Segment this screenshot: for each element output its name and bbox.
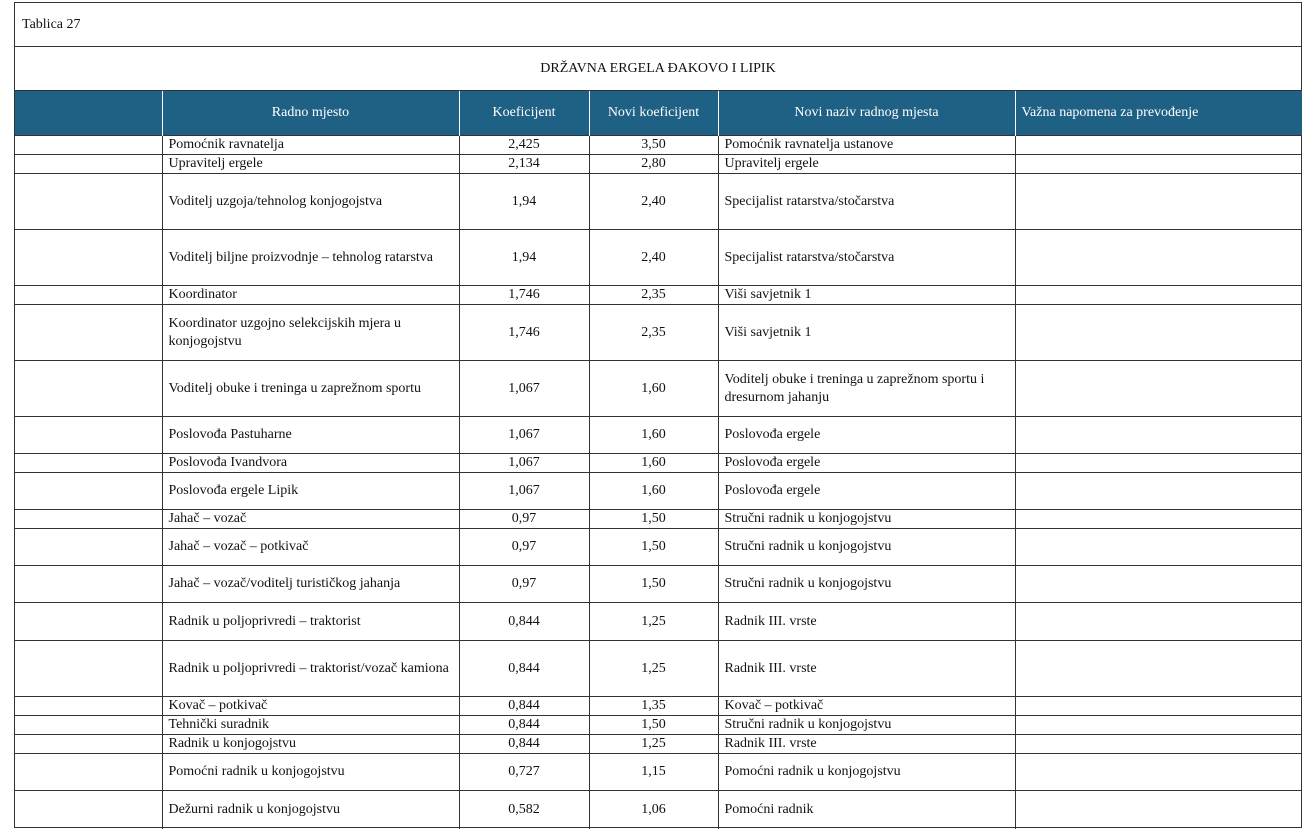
column-header-radno-mjesto: Radno mjesto [162, 91, 459, 136]
novi-koeficijent-cell: 1,60 [589, 361, 718, 417]
row-blank-cell [15, 454, 162, 473]
koeficijent-cell: 0,97 [459, 566, 589, 603]
row-blank-cell [15, 510, 162, 529]
table-row [15, 735, 1302, 754]
row-blank-cell [15, 417, 162, 454]
table-row [15, 641, 1302, 697]
napomena-cell [1015, 136, 1302, 155]
novi-koeficijent-cell: 3,50 [589, 136, 718, 155]
row-blank-cell [15, 361, 162, 417]
column-header-napomena: Važna napomena za prevođenje [1015, 91, 1302, 136]
row-blank-cell [15, 136, 162, 155]
koeficijent-cell: 0,844 [459, 735, 589, 754]
radno-mjesto-cell: Jahač – vozač/voditelj turističkog jahanja [162, 566, 459, 603]
row-blank-cell [15, 529, 162, 566]
napomena-cell [1015, 174, 1302, 230]
koeficijent-cell: 1,94 [459, 230, 589, 286]
table-row [15, 417, 1302, 454]
radno-mjesto-cell: Voditelj biljne proizvodnje – tehnolog ratarstva [162, 230, 459, 286]
novi-koeficijent-cell: 1,50 [589, 566, 718, 603]
table-row [15, 697, 1302, 716]
napomena-cell [1015, 697, 1302, 716]
row-blank-cell [15, 473, 162, 510]
table-row [15, 136, 1302, 155]
novi-naziv-cell: Poslovođa ergele [718, 473, 1015, 510]
radno-mjesto-cell: Pomoćni radnik u konjogojstvu [162, 754, 459, 791]
novi-koeficijent-cell: 1,60 [589, 454, 718, 473]
table-row [15, 305, 1302, 361]
table-row [15, 473, 1302, 510]
napomena-cell [1015, 361, 1302, 417]
napomena-cell [1015, 305, 1302, 361]
koeficijent-cell: 0,582 [459, 791, 589, 829]
row-blank-cell [15, 286, 162, 305]
koeficijent-cell: 0,844 [459, 716, 589, 735]
radno-mjesto-cell: Koordinator uzgojno selekcijskih mjera u konjogojstvu [162, 305, 459, 361]
table-row [15, 174, 1302, 230]
novi-naziv-cell: Upravitelj ergele [718, 155, 1015, 174]
novi-koeficijent-cell: 1,50 [589, 716, 718, 735]
koeficijent-cell: 1,067 [459, 361, 589, 417]
novi-naziv-cell: Viši savjetnik 1 [718, 286, 1015, 305]
radno-mjesto-cell: Koordinator [162, 286, 459, 305]
column-header-novi-koeficijent: Novi koeficijent [589, 91, 718, 136]
napomena-cell [1015, 754, 1302, 791]
koeficijent-cell: 0,97 [459, 510, 589, 529]
table-body [15, 136, 1302, 829]
koeficijent-cell: 1,067 [459, 473, 589, 510]
column-header-novi-naziv: Novi naziv radnog mjesta [718, 91, 1015, 136]
table-row [15, 510, 1302, 529]
novi-koeficijent-cell: 2,35 [589, 305, 718, 361]
koeficijent-cell: 1,746 [459, 286, 589, 305]
novi-naziv-cell: Specijalist ratarstva/stočarstva [718, 230, 1015, 286]
table-row [15, 230, 1302, 286]
novi-koeficijent-cell: 1,25 [589, 641, 718, 697]
novi-naziv-cell: Radnik III. vrste [718, 735, 1015, 754]
novi-koeficijent-cell: 1,50 [589, 529, 718, 566]
novi-naziv-cell: Poslovođa ergele [718, 417, 1015, 454]
napomena-cell [1015, 735, 1302, 754]
radno-mjesto-cell: Poslovođa Ivandvora [162, 454, 459, 473]
table-row [15, 566, 1302, 603]
novi-koeficijent-cell: 2,40 [589, 230, 718, 286]
napomena-cell [1015, 473, 1302, 510]
napomena-cell [1015, 641, 1302, 697]
napomena-cell [1015, 791, 1302, 829]
column-header-empty [15, 91, 162, 136]
radno-mjesto-cell: Tehnički suradnik [162, 716, 459, 735]
koeficijent-cell: 1,067 [459, 454, 589, 473]
koeficijent-cell: 0,844 [459, 697, 589, 716]
novi-naziv-cell: Specijalist ratarstva/stočarstva [718, 174, 1015, 230]
row-blank-cell [15, 641, 162, 697]
row-blank-cell [15, 716, 162, 735]
novi-naziv-cell: Viši savjetnik 1 [718, 305, 1015, 361]
napomena-cell [1015, 529, 1302, 566]
novi-koeficijent-cell: 1,15 [589, 754, 718, 791]
napomena-cell [1015, 155, 1302, 174]
radno-mjesto-cell: Kovač – potkivač [162, 697, 459, 716]
row-blank-cell [15, 155, 162, 174]
novi-koeficijent-cell: 1,35 [589, 697, 718, 716]
radno-mjesto-cell: Voditelj obuke i treninga u zaprežnom sportu [162, 361, 459, 417]
table-row [15, 603, 1302, 641]
novi-koeficijent-cell: 1,60 [589, 473, 718, 510]
row-blank-cell [15, 697, 162, 716]
row-blank-cell [15, 735, 162, 754]
table-row [15, 454, 1302, 473]
table-row [15, 529, 1302, 566]
napomena-cell [1015, 566, 1302, 603]
koeficijent-cell: 0,727 [459, 754, 589, 791]
radno-mjesto-cell: Poslovođa Pastuharne [162, 417, 459, 454]
novi-koeficijent-cell: 1,25 [589, 735, 718, 754]
koeficijent-cell: 1,067 [459, 417, 589, 454]
document-sheet [14, 2, 1302, 828]
koeficijent-cell: 1,746 [459, 305, 589, 361]
novi-naziv-cell: Pomoćni radnik [718, 791, 1015, 829]
table-row [15, 716, 1302, 735]
table-row [15, 791, 1302, 829]
napomena-cell [1015, 510, 1302, 529]
novi-naziv-cell: Pomoćnik ravnatelja ustanove [718, 136, 1015, 155]
novi-koeficijent-cell: 2,35 [589, 286, 718, 305]
row-blank-cell [15, 791, 162, 829]
novi-naziv-cell: Stručni radnik u konjogojstvu [718, 566, 1015, 603]
radno-mjesto-cell: Jahač – vozač – potkivač [162, 529, 459, 566]
novi-koeficijent-cell: 2,80 [589, 155, 718, 174]
novi-naziv-cell: Radnik III. vrste [718, 641, 1015, 697]
novi-naziv-cell: Poslovođa ergele [718, 454, 1015, 473]
novi-koeficijent-cell: 1,06 [589, 791, 718, 829]
novi-naziv-cell: Pomoćni radnik u konjogojstvu [718, 754, 1015, 791]
novi-naziv-cell: Voditelj obuke i treninga u zaprežnom sportu i dresurnom jahanju [718, 361, 1015, 417]
koeficijent-cell: 0,97 [459, 529, 589, 566]
novi-naziv-cell: Stručni radnik u konjogojstvu [718, 529, 1015, 566]
radno-mjesto-cell: Radnik u poljoprivredi – traktorist [162, 603, 459, 641]
column-header-koeficijent: Koeficijent [459, 91, 589, 136]
koeficijent-cell: 0,844 [459, 641, 589, 697]
radno-mjesto-cell: Poslovođa ergele Lipik [162, 473, 459, 510]
koeficijent-cell: 2,425 [459, 136, 589, 155]
radno-mjesto-cell: Radnik u poljoprivredi – traktorist/vozač kamiona [162, 641, 459, 697]
radno-mjesto-cell: Voditelj uzgoja/tehnolog konjogojstva [162, 174, 459, 230]
table-row [15, 361, 1302, 417]
novi-naziv-cell: Radnik III. vrste [718, 603, 1015, 641]
novi-koeficijent-cell: 2,40 [589, 174, 718, 230]
napomena-cell [1015, 230, 1302, 286]
napomena-cell [1015, 286, 1302, 305]
table-header-row [15, 91, 1302, 136]
row-blank-cell [15, 230, 162, 286]
table-row [15, 754, 1302, 791]
table-row [15, 155, 1302, 174]
koeficijent-cell: 0,844 [459, 603, 589, 641]
novi-koeficijent-cell: 1,50 [589, 510, 718, 529]
napomena-cell [1015, 716, 1302, 735]
row-blank-cell [15, 754, 162, 791]
row-blank-cell [15, 566, 162, 603]
radno-mjesto-cell: Pomoćnik ravnatelja [162, 136, 459, 155]
row-blank-cell [15, 305, 162, 361]
novi-naziv-cell: Stručni radnik u konjogojstvu [718, 510, 1015, 529]
salary-table [15, 91, 1302, 829]
radno-mjesto-cell: Radnik u konjogojstvu [162, 735, 459, 754]
table-heading: DRŽAVNA ERGELA ĐAKOVO I LIPIK [15, 47, 1301, 91]
koeficijent-cell: 1,94 [459, 174, 589, 230]
table-caption: Tablica 27 [15, 3, 1301, 47]
row-blank-cell [15, 603, 162, 641]
novi-koeficijent-cell: 1,25 [589, 603, 718, 641]
novi-naziv-cell: Kovač – potkivač [718, 697, 1015, 716]
napomena-cell [1015, 454, 1302, 473]
radno-mjesto-cell: Dežurni radnik u konjogojstvu [162, 791, 459, 829]
novi-koeficijent-cell: 1,60 [589, 417, 718, 454]
novi-naziv-cell: Stručni radnik u konjogojstvu [718, 716, 1015, 735]
radno-mjesto-cell: Jahač – vozač [162, 510, 459, 529]
row-blank-cell [15, 174, 162, 230]
radno-mjesto-cell: Upravitelj ergele [162, 155, 459, 174]
napomena-cell [1015, 603, 1302, 641]
napomena-cell [1015, 417, 1302, 454]
koeficijent-cell: 2,134 [459, 155, 589, 174]
table-row [15, 286, 1302, 305]
